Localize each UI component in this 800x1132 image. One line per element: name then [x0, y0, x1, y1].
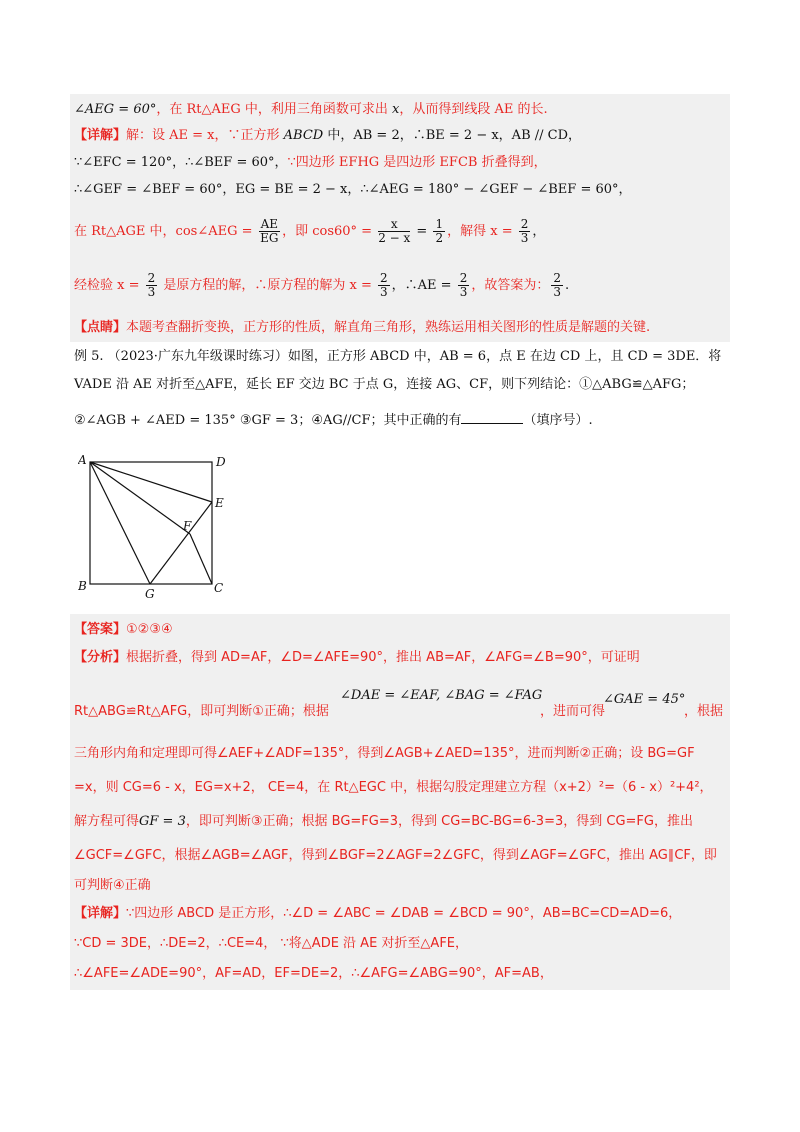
top-line-5: 在 Rt△AGE 中，cos∠AEG = $\frac{AE}{EG}$ ，即 cos60° = $\frac{x}{2 - x}$ = $\frac{1}{2}$ ，解得 x = $\frac{2}{3}$ ， [74, 217, 546, 245]
top-line-4: ∴∠GEF = ∠BEF = 60°，EG = BE = 2 − x，∴∠AEG = 180° − ∠GEF − ∠BEF = 60°， [74, 182, 632, 197]
analysis-formula-angles: ∠DAE = ∠EAF, ∠BAG = ∠FAG [340, 688, 543, 703]
analysis-line-2-mid: ，进而可得 [540, 704, 606, 719]
label-d: D [216, 455, 226, 469]
label-a: A [78, 453, 87, 467]
analysis-line-5: 解方程可得GF = 3，即可判断③正确；根据 BG=FG=3，得到 CG=BC-BG=6-3=3，得到 CG=FG，推出 [74, 814, 693, 829]
example-line-1: 例 5. （2023·广东九年级课时练习）如图，正方形 ABCD 中，AB = 6，点 E 在边 CD 上，且 CD = 3DE．将 [74, 349, 722, 364]
detail-line-2: ∵CD = 3DE，∴DE=2，∴CE=4， ∵将△ADE 沿 AE 对折至△AFE， [74, 936, 469, 951]
top-line-6: 经检验 x = $\frac{2}{3}$ 是原方程的解，∴原方程的解为 x = $\frac{2}{3}$ ，∴AE = $\frac{2}{3}$ ，故答案为： $\frac{2}{3}$ . [74, 271, 570, 299]
analysis-line-2: Rt△ABG≌Rt△AFG，即可判断①正确；根据 [74, 704, 329, 719]
top-line-3: ∵∠EFC = 120°，∴∠BEF = 60°，∵四边形 EFHG 是四边形 EFCB 折叠得到， [74, 155, 547, 170]
label-b: B [78, 579, 87, 593]
segment-ae [90, 462, 212, 502]
example-line-2: VADE 沿 AE 对折至△AFE，延长 EF 交边 BC 于点 G，连接 AG、CF，则下列结论：①△ABG≌△AFG； [74, 377, 695, 392]
geometry-figure [78, 452, 238, 602]
segment-eg [150, 502, 212, 584]
detail-line-1: 【详解】∵四边形 ABCD 是正方形，∴∠D = ∠ABC = ∠DAB = ∠BCD = 90°，AB=BC=CD=AD=6， [74, 906, 682, 921]
label-c: C [214, 581, 224, 595]
top-line-2: 【详解】解：设 AE = x，∵正方形 ABCD 中，AB = 2，∴BE = 2 − x，AB // CD， [74, 128, 582, 143]
analysis-line-6: ∠GCF=∠GFC，根据∠AGB=∠AGF，得到∠BGF=2∠AGF=2∠GFC，得到∠AGF=∠GFC，推出 AG∥CF，即 [74, 848, 717, 863]
analysis-formula-gae: ∠GAE = 45° [603, 692, 686, 707]
top-line-7: 【点睛】本题考查翻折变换，正方形的性质，解直角三角形，熟练运用相关图形的性质是解题的关键. [74, 320, 651, 335]
analysis-line-3: 三角形内角和定理即可得∠AEF+∠ADF=135°，得到∠AGB+∠AED=135°，进而判断②正确；设 BG=GF [74, 746, 695, 761]
analysis-line-7: 可判断④正确 [74, 878, 151, 893]
square-abcd [90, 462, 212, 584]
analysis-line-1: 【分析】根据折叠，得到 AD=AF，∠D=∠AFE=90°，推出 AB=AF，∠AFG=∠B=90°，可证明 [74, 650, 640, 665]
segment-af [90, 462, 190, 534]
segment-fc [190, 534, 212, 584]
segment-ag [90, 462, 150, 584]
detail-line-3: ∴∠AFE=∠ADE=90°，AF=AD，EF=DE=2，∴∠AFG=∠ABG=90°，AF=AB， [74, 966, 553, 981]
label-g: G [145, 587, 155, 601]
top-line-1: ∠AEG = 60°，在 Rt△AEG 中，利用三角函数可求出 x，从而得到线段 AE 的长. [74, 102, 548, 117]
analysis-line-2-end: ，根据 [684, 704, 724, 719]
answer-line: 【答案】①②③④ [74, 622, 173, 637]
label-f: F [183, 519, 192, 533]
label-e: E [215, 496, 224, 510]
example-line-3: ②∠AGB + ∠AED = 135° ③GF = 3；④AG//CF；其中正确的有 （填序号）. [74, 413, 593, 428]
analysis-line-4: =x，则 CG=6 - x，EG=x+2， CE=4，在 Rt△EGC 中，根据勾股定理建立方程（x+2）²=（6 - x）²+4²， [74, 780, 713, 795]
answer-blank [461, 411, 523, 424]
